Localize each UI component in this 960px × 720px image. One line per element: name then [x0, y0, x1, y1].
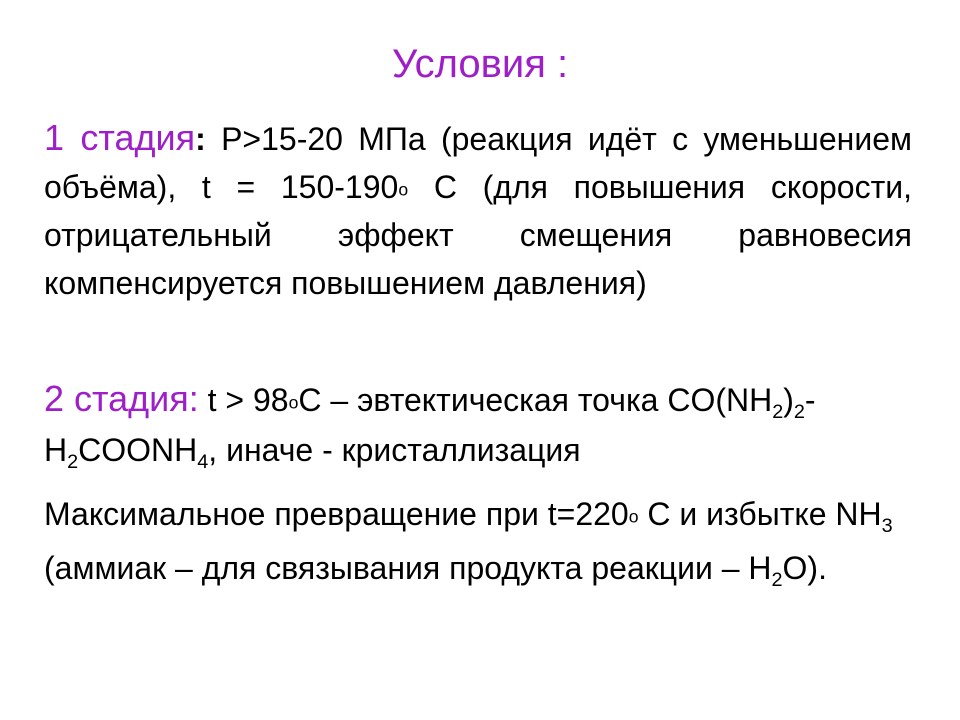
degree-mark: о — [628, 506, 639, 527]
subscript: 2 — [771, 568, 783, 591]
stage-1-label: 1 стадия — [44, 117, 196, 158]
stage-1-text: Р>15-20 МПа (реакция идёт с уменьшением объёма), t = 150-190 — [44, 121, 912, 205]
subscript: 2 — [67, 450, 79, 473]
stage-2-label: 2 стадия: — [44, 378, 199, 419]
subscript: 4 — [197, 450, 209, 473]
stage-2-text: С – эвтектическая точка CO(NH — [298, 382, 773, 418]
stage-1-text-cont: С (для повышения скорости, отрицательный эффект смещения равновесия компенсируется повышением давления) — [44, 169, 913, 301]
stage-1-paragraph — [44, 114, 912, 307]
subscript: 3 — [881, 514, 893, 537]
max-text: (аммиак – для связывания продукта реакции – H — [44, 550, 772, 586]
max-text: С и избытке NH — [638, 496, 882, 532]
stage-2-text: ) — [783, 382, 794, 418]
stage-2-text: , иначе - кристаллизация — [208, 432, 581, 468]
subscript: 2 — [793, 400, 805, 423]
stage-2-text: t > 98 — [198, 382, 289, 418]
stage-2-paragraph — [44, 374, 912, 475]
max-conversion-paragraph — [44, 487, 912, 595]
stage-1-colon: : — [195, 121, 206, 157]
max-text: Максимальное превращение при t=220 — [44, 496, 629, 532]
degree-mark: о — [398, 179, 409, 200]
stage-2-text: -H — [44, 382, 816, 468]
stage-2-text: COONH — [78, 432, 198, 468]
slide-title: Условия : — [391, 42, 569, 86]
degree-mark: о — [288, 392, 299, 413]
max-text: O). — [782, 550, 827, 586]
subscript: 2 — [772, 400, 784, 423]
